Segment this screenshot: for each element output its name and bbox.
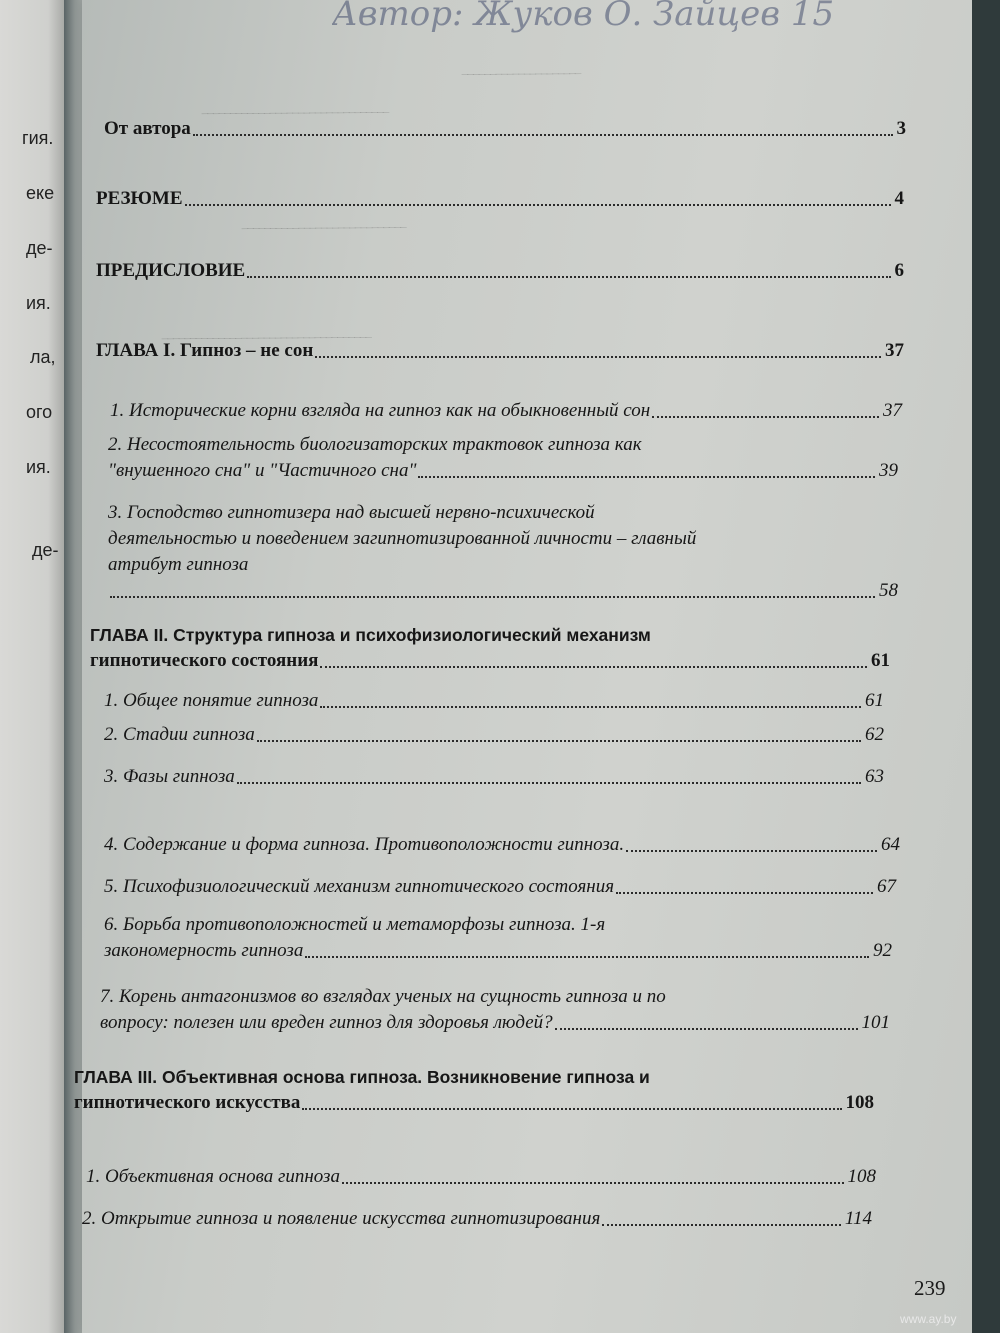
leader-dots bbox=[320, 706, 861, 708]
toc-entry-label: ГЛАВА I. Гипноз – не сон bbox=[96, 340, 314, 361]
leader-dots bbox=[185, 204, 891, 206]
toc-entry-1-1[interactable] bbox=[110, 398, 902, 424]
leader-dots bbox=[626, 850, 877, 852]
toc-entry-label: ПРЕДИСЛОВИЕ bbox=[96, 260, 246, 281]
leader-dots bbox=[418, 476, 875, 478]
toc-entry-page: 101 bbox=[861, 1012, 890, 1033]
toc-entry-2-1[interactable] bbox=[104, 688, 884, 714]
toc-entry-page: 108 bbox=[845, 1092, 874, 1113]
toc-entry-label: 2. Стадии гипноза bbox=[104, 724, 255, 745]
leader-dots bbox=[320, 666, 867, 668]
handwritten-note: Автор: Жуков О. Зайцев 15 bbox=[332, 0, 835, 34]
toc-entry-line: атрибут гипноза bbox=[108, 554, 249, 575]
toc-entry-line: "внушенного сна" и "Частичного сна" bbox=[108, 460, 417, 481]
toc-entry-line: гипнотического состояния bbox=[90, 650, 319, 671]
left-fragment: ия. bbox=[26, 293, 51, 313]
toc-entry-2-5[interactable] bbox=[104, 874, 896, 900]
toc-entry-line: ГЛАВА II. Структура гипноза и психофизиологический механизм bbox=[90, 625, 651, 645]
toc-entry-2-6[interactable] bbox=[104, 912, 892, 964]
toc-entry-label: 1. Объективная основа гипноза bbox=[86, 1166, 340, 1187]
toc-entry-2-7[interactable] bbox=[100, 984, 890, 1036]
toc-entry-page: 61 bbox=[865, 690, 884, 711]
left-page-edge bbox=[0, 0, 64, 1333]
toc-entry-label: 4. Содержание и форма гипноза. Противоположности гипноза. bbox=[104, 834, 625, 855]
toc-entry-3-1[interactable] bbox=[86, 1164, 876, 1190]
leader-dots bbox=[315, 356, 881, 358]
toc-entry-page: 114 bbox=[844, 1208, 872, 1229]
toc-entry-page: 37 bbox=[883, 400, 902, 421]
toc-entry-chapter-3[interactable] bbox=[74, 1064, 874, 1116]
toc-entry-2-4[interactable] bbox=[104, 832, 900, 858]
toc-entry-1-3[interactable] bbox=[108, 500, 898, 604]
leader-dots bbox=[616, 892, 873, 894]
toc-entry-line: 2. Несостоятельность биологизаторских трактовок гипноза как bbox=[108, 434, 642, 455]
toc-entry-page: 61 bbox=[871, 650, 890, 671]
leader-dots bbox=[247, 276, 890, 278]
toc-entry-line: вопросу: полезен или вреден гипноз для здоровья людей? bbox=[100, 1012, 553, 1033]
leader-dots bbox=[652, 416, 879, 418]
left-fragment: ия. bbox=[26, 457, 51, 477]
toc-entry-2-3[interactable] bbox=[104, 764, 884, 790]
toc-entry-line: 7. Корень антагонизмов во взглядах ученых на сущность гипноза и по bbox=[100, 986, 666, 1007]
toc-entry-page: 62 bbox=[865, 724, 884, 745]
toc-entry-chapter-2[interactable] bbox=[90, 622, 890, 674]
left-fragment: гия. bbox=[22, 128, 54, 148]
page-number: 239 bbox=[914, 1276, 946, 1300]
background-edge bbox=[972, 0, 1000, 1333]
leader-dots bbox=[555, 1028, 858, 1030]
toc-entry-label: 5. Психофизиологический механизм гипнотического состояния bbox=[104, 876, 615, 897]
leader-dots bbox=[257, 740, 861, 742]
toc-entry-page: 108 bbox=[847, 1166, 876, 1187]
toc-entry-label: 1. Исторические корни взгляда на гипноз как на обыкновенный сон bbox=[110, 400, 651, 421]
toc-entry-line: 6. Борьба противоположностей и метаморфозы гипноза. 1-я bbox=[104, 914, 606, 935]
toc-entry-page: 58 bbox=[879, 580, 898, 601]
toc-entry-page: 6 bbox=[894, 260, 904, 281]
toc-entry-label: 1. Общее понятие гипноза bbox=[104, 690, 319, 711]
toc-entry-label: 3. Фазы гипноза bbox=[104, 766, 235, 787]
toc-entry-label: От автора bbox=[104, 118, 191, 139]
toc-entry-page: 4 bbox=[894, 188, 904, 209]
toc-entry-3-2[interactable] bbox=[82, 1206, 872, 1232]
bleed-through: ‾‾‾‾‾‾‾‾‾‾‾‾‾‾‾‾‾‾‾‾‾ bbox=[461, 56, 581, 77]
toc-entry-preface[interactable] bbox=[96, 258, 904, 284]
toc-entry-line: закономерность гипноза bbox=[104, 940, 304, 961]
toc-entry-line: деятельностью и поведением загипнотизированной личности – главный bbox=[108, 528, 697, 549]
toc-entry-summary[interactable] bbox=[96, 186, 904, 212]
bleed-through: ‾‾‾‾‾‾‾‾‾‾‾‾‾‾‾‾‾‾‾‾‾‾‾‾‾‾‾‾‾‾‾‾‾‾‾‾‾ bbox=[161, 320, 372, 341]
watermark: www.ay.by bbox=[900, 1312, 957, 1326]
toc-entry-page: 67 bbox=[877, 876, 896, 897]
left-fragment: еке bbox=[26, 183, 55, 203]
leader-dots bbox=[302, 1108, 841, 1110]
left-fragment: ого bbox=[26, 402, 53, 422]
toc-entry-from-author[interactable] bbox=[104, 116, 906, 142]
toc-entry-label: 2. Открытие гипноза и появление искусства гипнотизирования bbox=[82, 1208, 601, 1229]
toc-entry-page: 39 bbox=[879, 460, 898, 481]
leader-dots bbox=[602, 1224, 841, 1226]
toc-entry-chapter-1[interactable] bbox=[96, 338, 904, 364]
toc-page bbox=[74, 0, 972, 1333]
toc-entry-line: 3. Господство гипнотизера над высшей нервно-психической bbox=[108, 502, 595, 523]
toc-entry-page: 3 bbox=[896, 118, 906, 139]
toc-entry-page: 92 bbox=[873, 940, 892, 961]
leader-dots bbox=[110, 596, 875, 598]
left-fragment: ла, bbox=[30, 347, 56, 367]
toc-entry-line: ГЛАВА III. Объективная основа гипноза. Возникновение гипноза и bbox=[74, 1067, 650, 1087]
bleed-through: ‾‾‾‾‾‾‾‾‾‾‾‾‾‾‾‾‾‾‾‾‾‾‾‾‾‾‾‾‾ bbox=[241, 210, 407, 231]
toc-entry-page: 63 bbox=[865, 766, 884, 787]
bleed-through: ‾‾‾‾‾‾‾‾‾‾‾‾‾‾‾‾‾‾‾‾‾‾‾‾‾‾‾‾‾‾‾‾‾ bbox=[201, 95, 389, 116]
toc-entry-1-2[interactable] bbox=[108, 432, 898, 484]
toc-entry-label: РЕЗЮМЕ bbox=[96, 188, 183, 209]
toc-entry-line: гипнотического искусства bbox=[74, 1092, 301, 1113]
toc-entry-page: 64 bbox=[881, 834, 900, 855]
leader-dots bbox=[342, 1182, 844, 1184]
leader-dots bbox=[193, 134, 893, 136]
leader-dots bbox=[237, 782, 861, 784]
left-fragment: де- bbox=[32, 540, 59, 560]
toc-entry-2-2[interactable] bbox=[104, 722, 884, 748]
leader-dots bbox=[305, 956, 869, 958]
left-fragment: де- bbox=[26, 238, 53, 258]
toc-entry-page: 37 bbox=[885, 340, 904, 361]
